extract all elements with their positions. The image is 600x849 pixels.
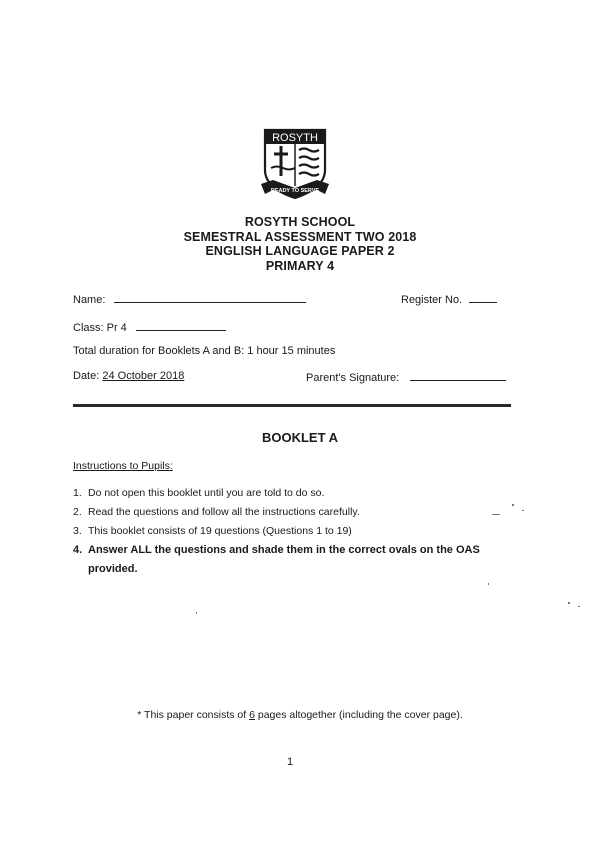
assessment-title: SEMESTRAL ASSESSMENT TWO 2018: [183, 229, 417, 244]
register-field: [401, 292, 497, 306]
paper-title: ENGLISH LANGUAGE PAPER 2: [205, 244, 395, 258]
scan-speck: [578, 606, 580, 607]
level-title: PRIMARY 4: [265, 258, 335, 273]
scan-speck: [512, 504, 514, 506]
class-label: Class:: [73, 322, 104, 334]
svg-text:READY TO SERVE: READY TO SERVE: [270, 188, 320, 194]
page-number: 1: [286, 756, 294, 768]
instruction-item: 4. Answer ALL the questions and shade them in the correct ovals on the OAS provided.: [73, 544, 480, 575]
scan-speck: [196, 612, 197, 614]
register-label: Register No.: [401, 294, 463, 306]
scan-speck: [488, 583, 489, 585]
instruction-item: 3. This booklet consists of 19 questions (Questions 1 to 19): [73, 525, 352, 537]
class-blank[interactable]: [136, 320, 226, 331]
booklet-title: BOOKLET A: [261, 430, 339, 445]
instruction-item: 2. Read the questions and follow all the instructions carefully.: [73, 506, 360, 518]
class-field: [73, 320, 226, 334]
name-field: [73, 292, 306, 306]
register-blank[interactable]: [469, 292, 497, 303]
instructions-list: [73, 484, 508, 579]
class-value: Pr 4: [106, 322, 127, 334]
school-crest-logo: [259, 128, 331, 202]
signature-label: Parent's Signature:: [306, 372, 400, 384]
date-value: 24 October 2018: [102, 370, 185, 382]
paper-header: [0, 215, 600, 273]
page-count: 6: [249, 709, 255, 721]
date-field: [73, 370, 184, 382]
page-count-note: * This paper consists of 6 pages altogether (including the cover page).: [137, 709, 463, 721]
scan-speck: [522, 510, 524, 511]
divider-rule: [73, 404, 511, 407]
signature-field: [306, 370, 506, 384]
signature-blank[interactable]: [410, 370, 506, 381]
svg-text:ROSYTH: ROSYTH: [272, 132, 318, 144]
name-blank[interactable]: [114, 292, 306, 303]
instruction-item: 1. Do not open this booklet until you are told to do so.: [73, 487, 325, 499]
name-label: Name:: [73, 294, 106, 306]
instructions-heading: Instructions to Pupils:: [73, 460, 173, 472]
school-name: ROSYTH SCHOOL: [244, 215, 356, 229]
scan-speck: [568, 602, 570, 604]
scan-speck: [492, 514, 500, 515]
date-label: Date:: [73, 370, 100, 382]
duration-text: Total duration for Booklets A and B: 1 hour 15 minutes: [73, 345, 336, 357]
